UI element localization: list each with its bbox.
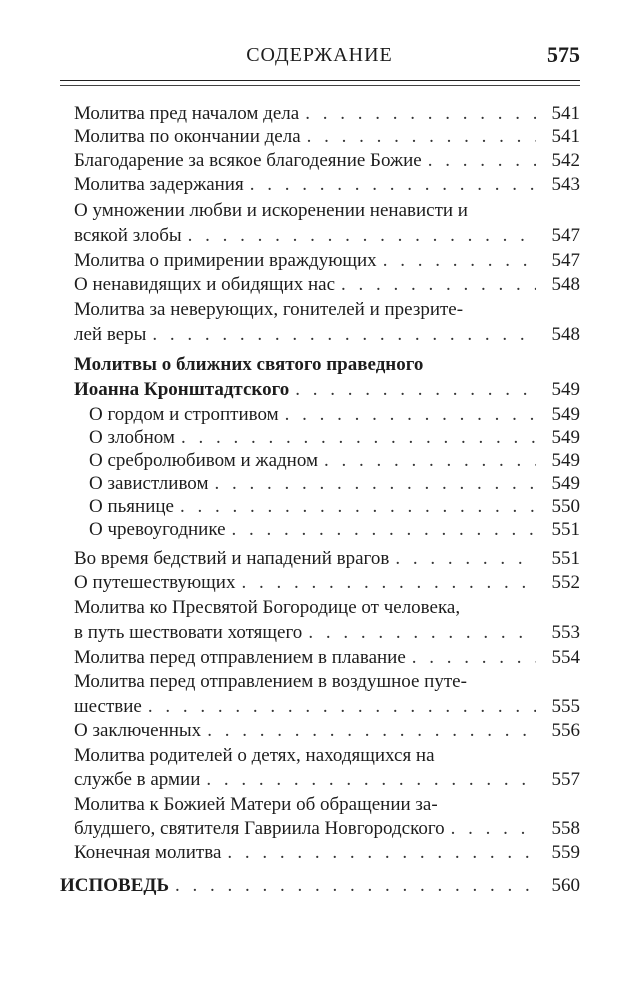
toc-entry-page: 547	[551, 225, 580, 246]
toc-entry-page: 549	[551, 427, 580, 448]
header-rule-thin	[60, 85, 580, 86]
toc-entry-title: Во время бедствий и нападений врагов	[74, 548, 390, 569]
toc-entry-title: Конечная молитва	[74, 842, 222, 863]
toc-entry-title: Молитва пред началом дела	[74, 103, 300, 124]
toc-entry-page: 554	[551, 647, 580, 668]
leader-dots	[175, 873, 536, 899]
leader-dots	[295, 377, 536, 403]
toc-entry	[74, 148, 580, 174]
leader-dots	[206, 767, 536, 793]
toc-entry-page: 549	[551, 404, 580, 425]
toc-entry-title: блудшего, святителя Гавриила Новгородского	[74, 818, 445, 839]
toc-entry-page: 542	[551, 150, 580, 171]
toc-entry-page: 548	[551, 274, 580, 295]
toc-entry-title-line: О умножении любви и искоренении ненависти и	[74, 200, 468, 221]
toc-subentry-title: О злобном	[89, 427, 175, 448]
toc-entry-page: 551	[551, 519, 580, 540]
toc-entry	[74, 546, 580, 572]
toc-entry-title-line: Молитва перед отправлением в воздушное путе-	[74, 671, 467, 692]
leader-dots	[412, 645, 536, 671]
toc-entry-title: шествие	[74, 696, 142, 717]
toc-entry	[74, 322, 580, 348]
leader-dots	[395, 546, 536, 572]
toc-entry-title-line: Молитва за неверующих, гонителей и презрите-	[74, 299, 464, 320]
toc-entry-title: О ненавидящих и обидящих нас	[74, 274, 336, 295]
leader-dots	[148, 694, 536, 720]
toc-entry-title-line: Молитва к Божией Матери об обращении за-	[74, 794, 438, 815]
toc-entry-page: 541	[551, 103, 580, 124]
leader-dots	[232, 517, 536, 543]
toc-subentry-title: О завистливом	[89, 473, 209, 494]
toc-entry-title: службе в армии	[74, 769, 201, 790]
toc-entry	[74, 840, 580, 866]
toc-part-entry	[60, 873, 580, 899]
header-page-number: 575	[547, 42, 580, 67]
toc-entry-title: Молитва по окончании дела	[74, 126, 301, 147]
toc-entry-page: 543	[551, 174, 580, 195]
toc-entry	[74, 645, 580, 671]
toc-subentry-title: О пьянице	[89, 496, 174, 517]
toc-entry-title: Молитва задержания	[74, 174, 244, 195]
toc-entry	[74, 570, 580, 596]
running-header	[0, 44, 639, 74]
toc-subentry-title: О чревоугоднике	[89, 519, 226, 540]
toc-entry-page: 553	[551, 622, 580, 643]
toc-entry-page: 556	[551, 720, 580, 741]
toc-entry	[74, 172, 580, 198]
toc-entry-page: 551	[551, 548, 580, 569]
leader-dots	[308, 620, 536, 646]
toc-entry-page: 552	[551, 572, 580, 593]
toc-subentry-title: О сребролюбивом и жадном	[89, 450, 318, 471]
leader-dots	[227, 840, 536, 866]
toc-entry	[74, 223, 580, 249]
leader-dots	[383, 248, 536, 274]
header-title: СОДЕРЖАНИЕ	[246, 44, 393, 66]
toc-entry-page: 550	[551, 496, 580, 517]
leader-dots	[451, 816, 536, 842]
toc-entry-page: 560	[551, 875, 580, 896]
leader-dots	[307, 124, 536, 150]
toc-entry-page: 559	[551, 842, 580, 863]
toc-entry-page: 549	[551, 473, 580, 494]
toc-entry-page: 547	[551, 250, 580, 271]
toc-subentry	[89, 517, 580, 543]
toc-entry-title: Благодарение за всякое благодеяние Божие	[74, 150, 422, 171]
toc-entry-title: в путь шествовати хотящего	[74, 622, 303, 643]
toc-entry-title: лей веры	[74, 324, 147, 345]
toc-entry-page: 555	[551, 696, 580, 717]
leader-dots	[250, 172, 536, 198]
toc-section-entry	[74, 377, 580, 403]
toc-section-title-line: Молитвы о ближних святого праведного	[74, 354, 424, 375]
toc-entry-title: О путешествующих	[74, 572, 236, 593]
toc-entry	[74, 272, 580, 298]
toc-entry	[74, 248, 580, 274]
toc-entry-page: 541	[551, 126, 580, 147]
toc-entry	[74, 767, 580, 793]
toc-entry-title: всякой злобы	[74, 225, 182, 246]
toc-entry-title-line: Молитва ко Пресвятой Богородице от человека,	[74, 597, 461, 618]
leader-dots	[241, 570, 536, 596]
toc-entry	[74, 718, 580, 744]
toc-entry-page: 549	[551, 450, 580, 471]
toc-entry-title: Молитва перед отправлением в плавание	[74, 647, 406, 668]
header-rule	[60, 80, 580, 81]
leader-dots	[341, 272, 536, 298]
toc-entry-title-line: Молитва родителей о детях, находящихся на	[74, 745, 435, 766]
toc-entry-page: 557	[551, 769, 580, 790]
toc-entry	[74, 124, 580, 150]
toc-entry-page: 549	[551, 379, 580, 400]
leader-dots	[207, 718, 536, 744]
toc-entry-title: О заключенных	[74, 720, 202, 741]
toc-entry-page: 548	[551, 324, 580, 345]
toc-entry	[74, 620, 580, 646]
leader-dots	[188, 223, 536, 249]
toc-subentry-title: О гордом и строптивом	[89, 404, 279, 425]
toc-entry	[74, 816, 580, 842]
toc-section-title: Иоанна Кронштадтского	[74, 379, 290, 400]
leader-dots	[428, 148, 536, 174]
toc-entry-page: 558	[551, 818, 580, 839]
leader-dots	[152, 322, 536, 348]
toc-entry	[74, 694, 580, 720]
toc-entry-title: Молитва о примирении враждующих	[74, 250, 377, 271]
toc-part-title: ИСПОВЕДЬ	[60, 875, 170, 896]
